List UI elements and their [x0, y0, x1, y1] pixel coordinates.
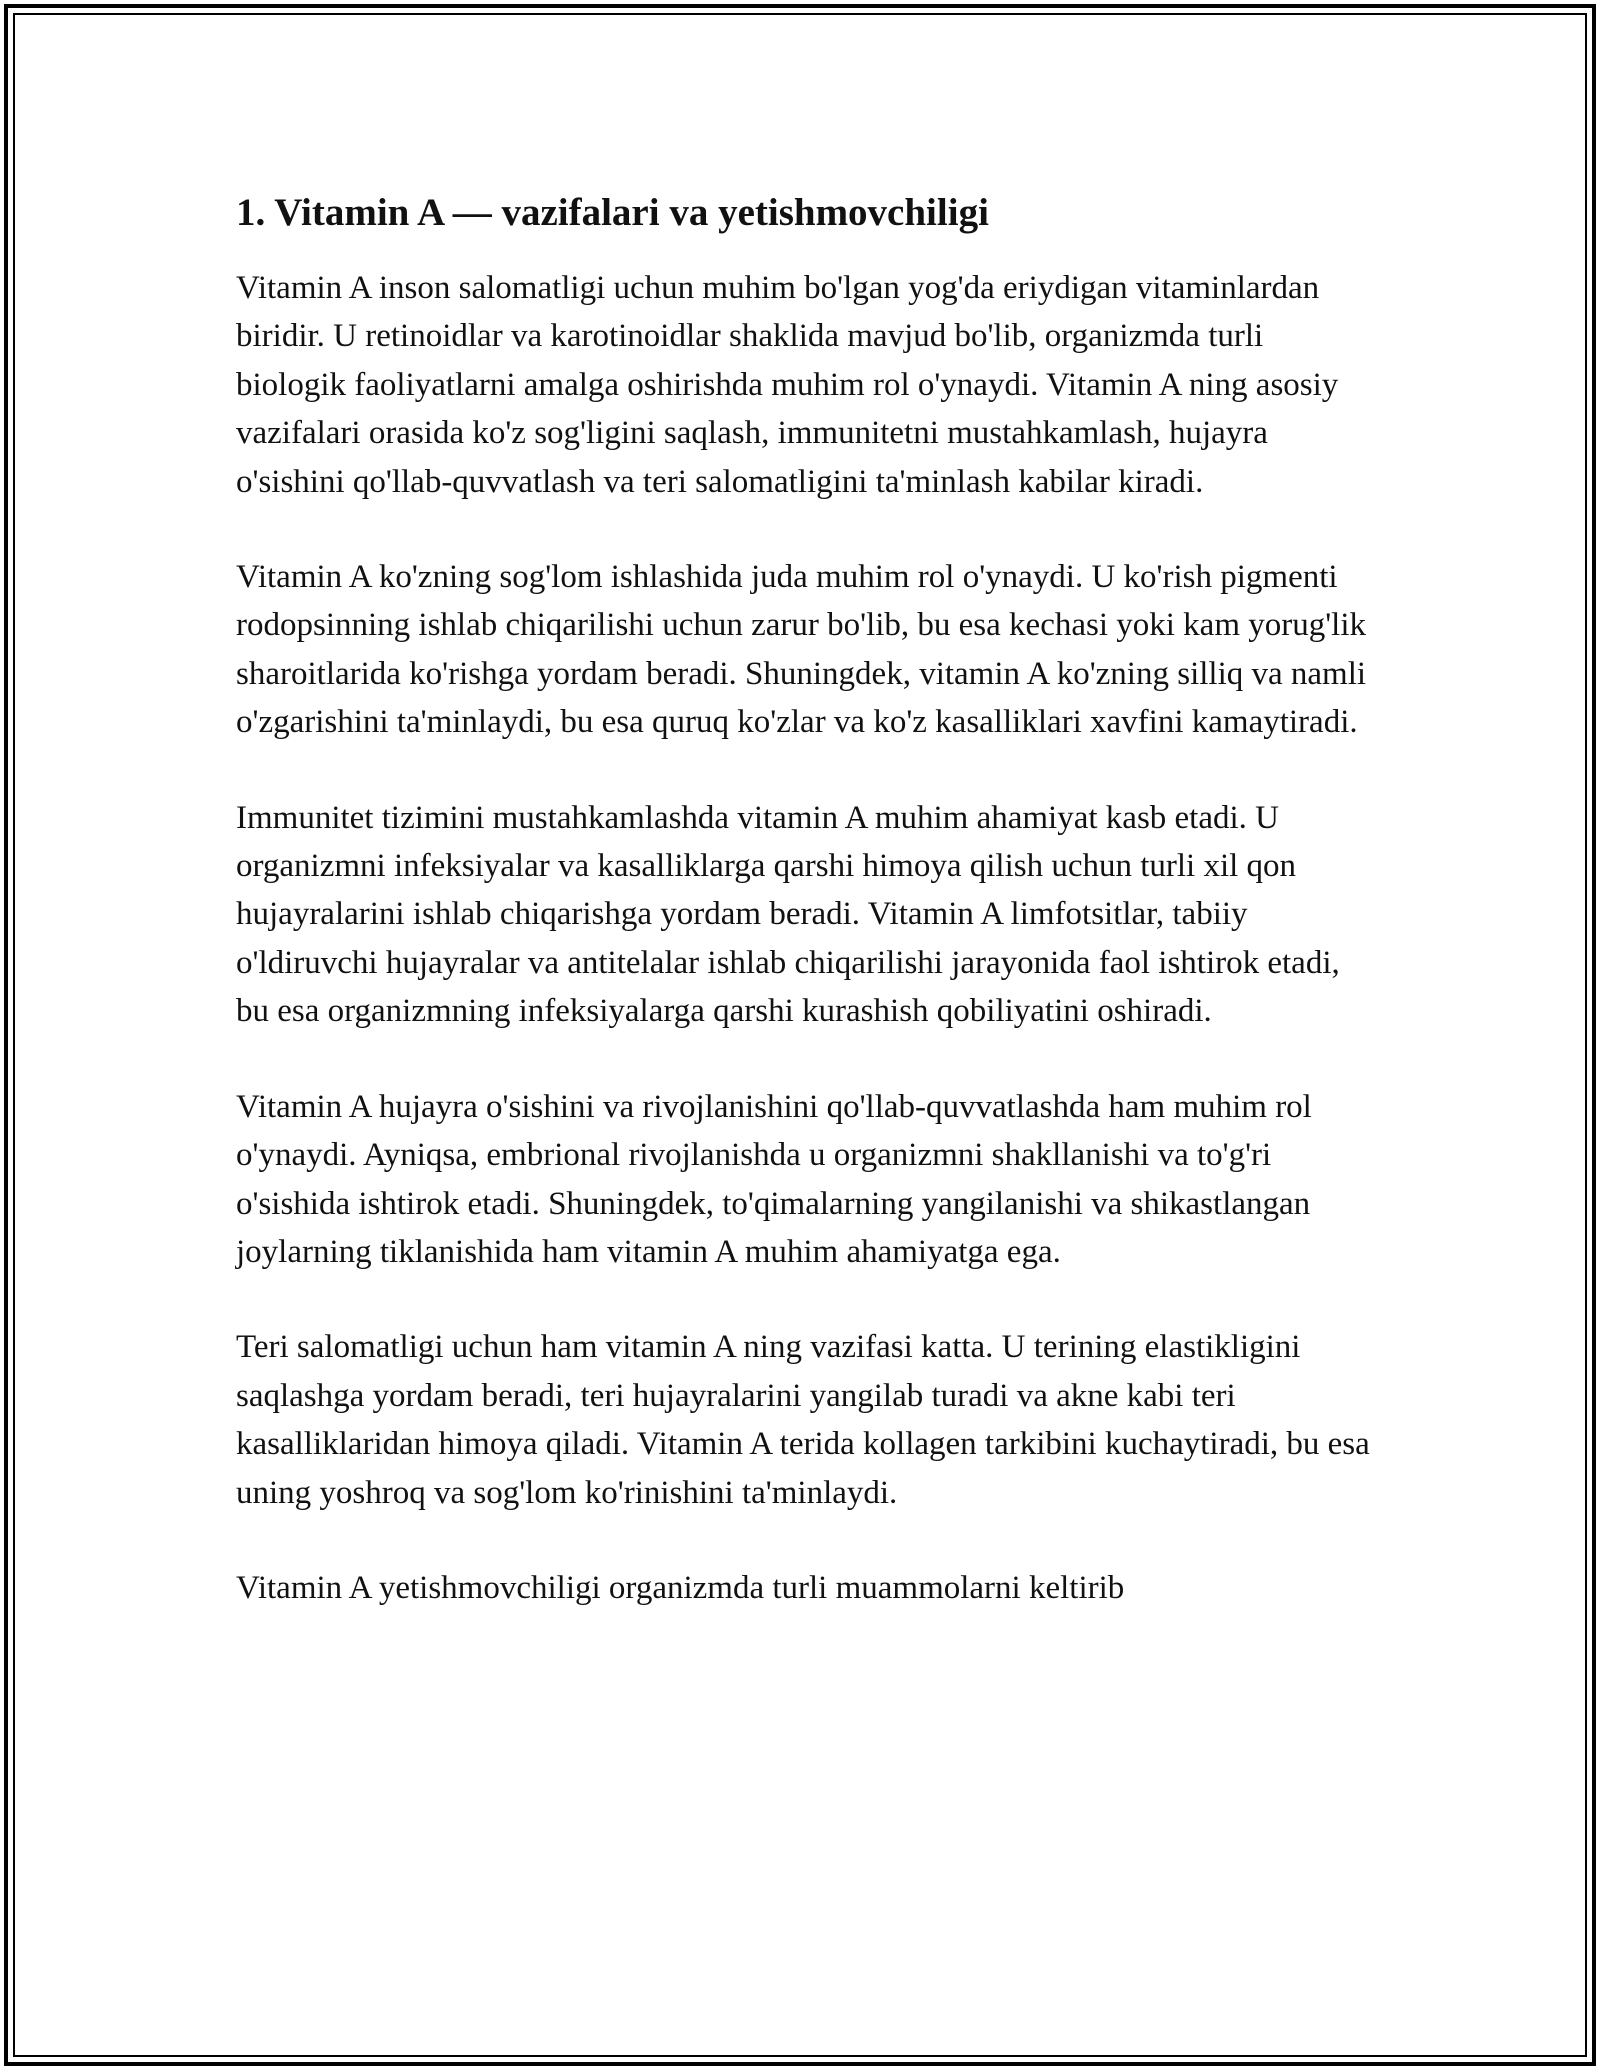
paragraph-eye-health: Vitamin A ko'zning sog'lom ishlashida juda muhim rol o'ynaydi. U ko'rish pigmenti rodopsinning ishlab chiqarilishi uchun zarur bo'lib, bu esa kechasi yoki kam yorug'lik sharoitlarida ko'rishga yordam beradi. Shuningdek, vitamin A ko'zning silliq va namli o'zgarishini ta'minlaydi, bu esa quruq ko'zlar va ko'z kasalliklari xavfini kamaytiradi.: [236, 559, 1367, 741]
paragraph-skin-health: Teri salomatligi uchun ham vitamin A ning vazifasi katta. U terining elastikligini saqlashga yordam beradi, teri hujayralarini yangilab turadi va akne kabi teri kasalliklaridan himoya qiladi. Vitamin A terida kollagen tarkibini kuchaytiradi, bu esa uning yoshroq va sog'lom ko'rinishini ta'minlaydi.: [236, 1329, 1370, 1511]
paragraph-immunity: Immunitet tizimini mustahkamlashda vitamin A muhim ahamiyat kasb etadi. U organizmni infeksiyalar va kasalliklarga qarshi himoya qilish uchun turli xil qon hujayralarini ishlab chiqarishga yordam beradi. Vitamin A limfotsitlar, tabiiy o'ldiruvchi hujayralar va antitelalar ishlab chiqarilishi jarayonida faol ishtirok etadi, bu esa organizmning infeksiyalarga qarshi kurashish qobiliyatini oshiradi.: [236, 799, 1340, 1030]
paragraph-cell-growth: Vitamin A hujayra o'sishini va rivojlanishini qo'llab-quvvatlashda ham muhim rol o'ynaydi. Ayniqsa, embrional rivojlanishda u organizmni shakllanishi va to'g'ri o'sishida ishtirok etadi. Shuningdek, to'qimalarning yangilanishi va shikastlangan joylarning tiklanishida ham vitamin A muhim ahamiyatga ega.: [236, 1088, 1312, 1270]
document-content: [236, 188, 1376, 1612]
paragraph-deficiency: Vitamin A yetishmovchiligi organizmda turli muammolarni keltirib: [236, 1569, 1125, 1606]
paragraph-intro: Vitamin A inson salomatligi uchun muhim bo'lgan yog'da eriydigan vitaminlardan biridir. U retinoidlar va karotinoidlar shaklida mavjud bo'lib, organizmda turli biologik faoliyatlarni amalga oshirishda muhim rol o'ynaydi. Vitamin A ning asosiy vazifalari orasida ko'z sog'ligini saqlash, immunitetni mustahkamlash, hujayra o'sishini qo'llab-quvvatlash va teri salomatligini ta'minlash kabilar kiradi.: [236, 270, 1339, 500]
section-heading: 1. Vitamin A — vazifalari va yetishmovchiligi: [236, 191, 989, 234]
